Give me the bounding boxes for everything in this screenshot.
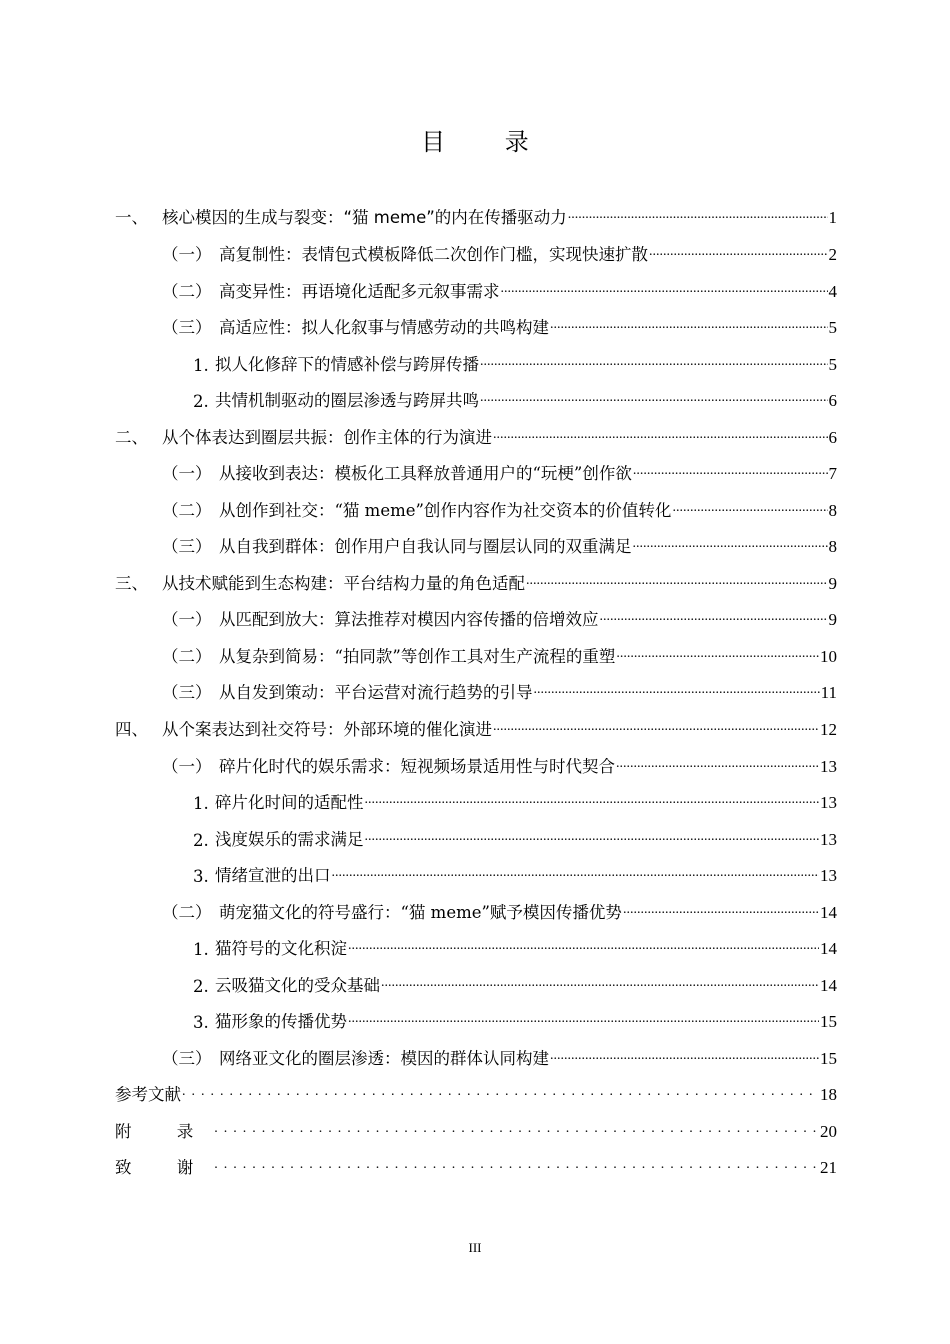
toc-entry-number: （二）: [162, 647, 212, 666]
toc-entry-page: 5: [828, 355, 837, 374]
toc-entry[interactable]: [115, 454, 837, 484]
toc-entry-number: 二、: [115, 428, 148, 447]
toc-entry[interactable]: [115, 527, 837, 557]
toc-entry-number: 2.: [193, 977, 209, 996]
dot-leader: [616, 754, 819, 774]
toc-entry-text: 从自我到群体：创作用户自我认同与圈层认同的双重满足: [219, 537, 632, 556]
toc-entry-label: [115, 606, 599, 630]
toc-entry-text: 从技术赋能到生态构建：平台结构力量的角色适配: [162, 574, 525, 593]
toc-entry-page: 18: [820, 1085, 837, 1104]
toc-entry-number: （二）: [162, 903, 212, 922]
dot-leader: [649, 242, 828, 262]
toc-entry[interactable]: [115, 235, 837, 265]
toc-entry-page: 12: [820, 720, 837, 739]
toc-entry-text: 从创作到社交：“猫 meme”创作内容作为社交资本的价值转化: [219, 501, 672, 520]
toc-entry[interactable]: [115, 491, 837, 521]
toc-entry-number: 1.: [193, 794, 209, 813]
toc-entry-page: 9: [828, 574, 837, 593]
toc-entry-text: 致 谢: [115, 1158, 214, 1177]
toc-entry-label: [115, 862, 331, 886]
toc-entry-number: （一）: [162, 610, 212, 629]
toc-entry-label: [115, 1045, 549, 1069]
toc-entry-page: 13: [820, 830, 837, 849]
toc-entry[interactable]: [115, 1112, 837, 1142]
toc-entry-number: （二）: [162, 501, 212, 520]
toc-entry-text: 从接收到表达：模板化工具释放普通用户的“玩梗”创作欲: [219, 464, 632, 483]
toc-entry-label: [115, 497, 671, 521]
toc-entry[interactable]: [115, 1002, 837, 1032]
toc-entry-page: 14: [820, 939, 837, 958]
dot-leader: [616, 644, 819, 664]
toc-entry-label: [115, 789, 364, 813]
toc-entry-text: 猫符号的文化积淀: [215, 939, 347, 958]
dot-leader: [568, 205, 828, 225]
toc-entry[interactable]: [115, 966, 837, 996]
toc-entry[interactable]: [115, 1075, 837, 1105]
toc-entry-text: 从复杂到简易：“拍同款”等创作工具对生产流程的重塑: [219, 647, 616, 666]
toc-entry-page: 2: [828, 245, 837, 264]
toc-entry-number: 2.: [193, 831, 209, 850]
toc-entry-label: [115, 204, 567, 228]
toc-entry-text: 情绪宣泄的出口: [215, 866, 331, 885]
toc-entry-page: 21: [820, 1158, 837, 1177]
toc-entry-number: 四、: [115, 720, 148, 739]
toc-entry[interactable]: [115, 893, 837, 923]
toc-entry[interactable]: [115, 637, 837, 667]
toc-entry-text: 碎片化时代的娱乐需求：短视频场景适用性与时代契合: [219, 757, 615, 776]
toc-entry[interactable]: [115, 198, 837, 228]
toc-entry-number: （一）: [162, 464, 212, 483]
toc-entry-number: （三）: [162, 318, 212, 337]
toc-entry-label: [115, 972, 380, 996]
toc-entry-label: [115, 899, 622, 923]
toc-entry[interactable]: [115, 272, 837, 302]
dot-leader: [633, 461, 828, 481]
dot-leader: [526, 571, 828, 591]
toc-entry-text: 从个案表达到社交符号：外部环境的催化演进: [162, 720, 492, 739]
toc-entry-page: 6: [828, 391, 837, 410]
toc-entry-number: （三）: [162, 537, 212, 556]
toc-entry-label: [115, 716, 492, 740]
toc-entry-number: （一）: [162, 245, 212, 264]
dot-leader: [534, 680, 820, 700]
toc-entry[interactable]: [115, 673, 837, 703]
toc-entry-text: 碎片化时间的适配性: [215, 793, 364, 812]
toc-entry[interactable]: [115, 564, 837, 594]
toc-entry[interactable]: [115, 345, 837, 375]
toc-entry-page: 13: [820, 866, 837, 885]
toc-entry-text: 从自发到策动：平台运营对流行趋势的引导: [219, 683, 533, 702]
toc-entry-label: [115, 351, 479, 375]
toc-entry-page: 15: [820, 1012, 837, 1031]
dot-leader: [480, 352, 828, 372]
dot-leader: [348, 936, 819, 956]
toc-entry-label: [115, 1081, 181, 1105]
toc-entry-label: [115, 753, 615, 777]
dot-leader: [623, 900, 819, 920]
toc-entry[interactable]: [115, 856, 837, 886]
toc-entry-page: 4: [828, 282, 837, 301]
toc-entry-label: [115, 387, 479, 411]
toc-entry-label: [115, 643, 615, 667]
toc-entry-label: [115, 1154, 213, 1178]
toc-entry-text: 高适应性：拟人化叙事与情感劳动的共鸣构建: [219, 318, 549, 337]
toc-entry[interactable]: [115, 600, 837, 630]
toc-entry[interactable]: [115, 820, 837, 850]
toc-entry-number: 三、: [115, 574, 148, 593]
toc-entry-label: [115, 533, 632, 557]
dot-leader: [365, 827, 820, 847]
toc-entry-label: [115, 570, 525, 594]
toc-entry-number: 3.: [193, 867, 209, 886]
toc-entry-label: [115, 679, 533, 703]
dot-leader: [480, 388, 828, 408]
toc-entry-number: 一、: [115, 208, 148, 227]
dot-leader: [493, 717, 819, 737]
dot-leader: [501, 279, 828, 299]
dot-leader: [214, 1119, 819, 1139]
toc-entry-text: 高复制性：表情包式模板降低二次创作门槛，实现快速扩散: [219, 245, 648, 264]
toc-entry-number: 2.: [193, 392, 209, 411]
toc-entry[interactable]: [115, 1039, 837, 1069]
dot-leader: [182, 1082, 819, 1102]
toc-entry[interactable]: [115, 381, 837, 411]
toc-entry-label: [115, 826, 364, 850]
dot-leader: [365, 790, 820, 810]
toc-entry-label: [115, 314, 549, 338]
toc-entry-number: （一）: [162, 757, 212, 776]
dot-leader: [672, 498, 827, 518]
toc-entry-label: [115, 460, 632, 484]
toc-entry-text: 共情机制驱动的圈层渗透与跨屏共鸣: [215, 391, 479, 410]
toc-entry-label: [115, 241, 648, 265]
toc-entry[interactable]: [115, 710, 837, 740]
toc-entry-text: 网络亚文化的圈层渗透：模因的群体认同构建: [219, 1049, 549, 1068]
toc-entry-number: （二）: [162, 282, 212, 301]
toc-entry-number: （三）: [162, 1049, 212, 1068]
toc-entry-text: 猫形象的传播优势: [215, 1012, 347, 1031]
toc-entry[interactable]: [115, 783, 837, 813]
page-number-footer: III: [468, 1240, 482, 1255]
toc-entry-text: 萌宠猫文化的符号盛行：“猫 meme”赋予模因传播优势: [219, 903, 622, 922]
toc-entry-page: 15: [820, 1049, 837, 1068]
toc-entry-page: 13: [820, 757, 837, 776]
toc-entry-page: 13: [820, 793, 837, 812]
toc-entry-number: 1.: [193, 356, 209, 375]
toc-entry-page: 20: [820, 1122, 837, 1141]
toc-entry-number: （三）: [162, 683, 212, 702]
toc-entry-page: 8: [828, 501, 837, 520]
toc-entry[interactable]: [115, 308, 837, 338]
toc-entry[interactable]: [115, 747, 837, 777]
toc-entry-text: 从个体表达到圈层共振：创作主体的行为演进: [162, 428, 492, 447]
toc-entry-label: [115, 1008, 347, 1032]
toc-entry-text: 参考文献: [115, 1085, 181, 1104]
toc-entry[interactable]: [115, 929, 837, 959]
toc-entry-text: 浅度娱乐的需求满足: [215, 830, 364, 849]
toc-entry-page: 5: [828, 318, 837, 337]
toc-entry-text: 云吸猫文化的受众基础: [215, 976, 380, 995]
toc-entry-page: 1: [828, 208, 837, 227]
toc-entry-page: 10: [820, 647, 837, 666]
dot-leader: [550, 315, 828, 335]
toc-entry[interactable]: [115, 418, 837, 448]
toc-entry-page: 8: [828, 537, 837, 556]
toc-entry-page: 7: [828, 464, 837, 483]
dot-leader: [550, 1046, 819, 1066]
toc-entry-text: 核心模因的生成与裂变：“猫 meme”的内在传播驱动力: [162, 208, 567, 227]
dot-leader: [381, 973, 819, 993]
toc-entry-page: 9: [828, 610, 837, 629]
toc-entry-page: 11: [820, 683, 837, 702]
dot-leader: [600, 607, 828, 627]
toc-entry-number: 1.: [193, 940, 209, 959]
toc-entry-label: [115, 1118, 213, 1142]
toc-entry-text: 从匹配到放大：算法推荐对模因内容传播的倍增效应: [219, 610, 599, 629]
toc-entry-text: 拟人化修辞下的情感补偿与跨屏传播: [215, 355, 479, 374]
toc-entry-label: [115, 278, 500, 302]
toc-entry-page: 14: [820, 903, 837, 922]
dot-leader: [348, 1009, 819, 1029]
toc-entry-number: 3.: [193, 1013, 209, 1032]
toc-entry-label: [115, 424, 492, 448]
dot-leader: [332, 863, 820, 883]
dot-leader: [493, 425, 828, 445]
dot-leader: [633, 534, 828, 554]
toc-entry-label: [115, 935, 347, 959]
toc-entry-page: 6: [828, 428, 837, 447]
toc-entry-text: 附 录: [115, 1122, 214, 1141]
toc-entry[interactable]: [115, 1148, 837, 1178]
dot-leader: [214, 1155, 819, 1175]
toc-entry-text: 高变异性：再语境化适配多元叙事需求: [219, 282, 500, 301]
toc-entry-page: 14: [820, 976, 837, 995]
toc-title: 目 录: [421, 128, 555, 156]
